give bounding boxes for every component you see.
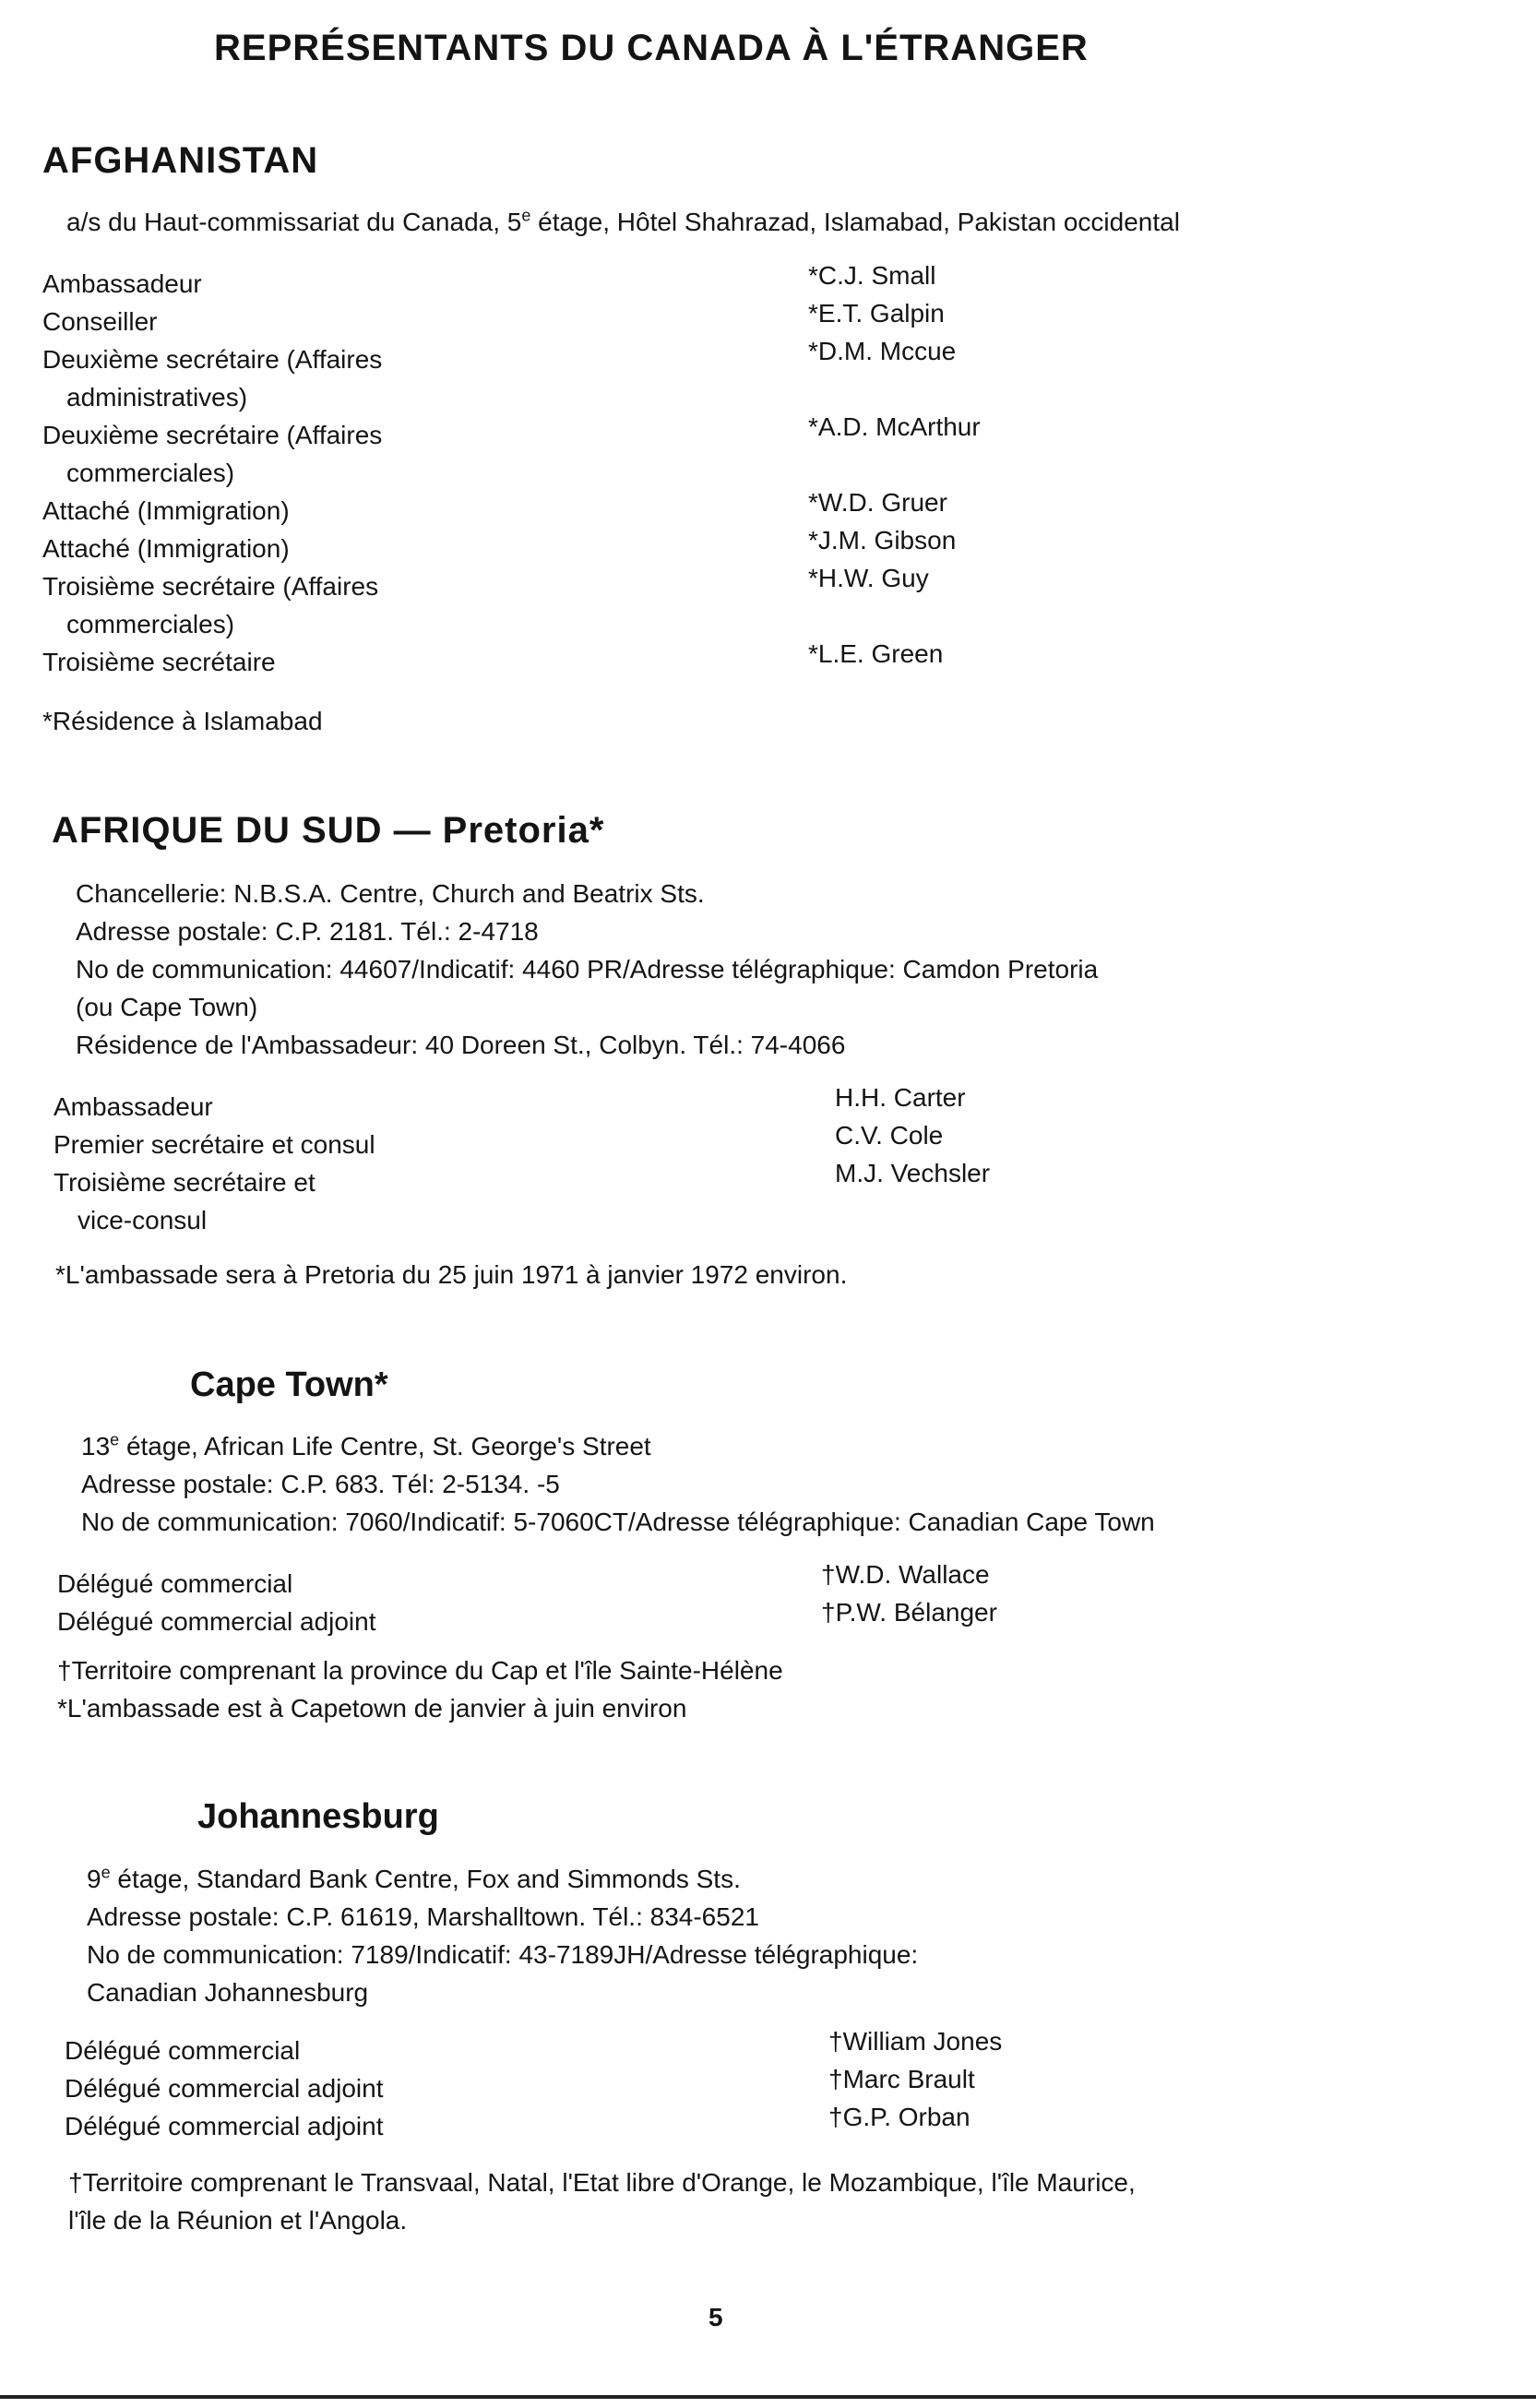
afghanistan-address-pre: a/s du Haut-commissariat du Canada, 5 xyxy=(66,208,522,236)
afghanistan-address-post: étage, Hôtel Shahrazad, Islamabad, Pakistan occidental xyxy=(530,208,1180,236)
staff-name: C.V. Cole xyxy=(835,1121,944,1150)
staff-name: †P.W. Bélanger xyxy=(821,1598,997,1627)
staff-title: Ambassadeur xyxy=(54,1092,213,1121)
addr-sup: e xyxy=(101,1863,111,1882)
addr-rest: étage, Standard Bank Centre, Fox and Simmonds Sts. xyxy=(110,1865,741,1893)
note-line: †Territoire comprenant le Transvaal, Natal, l'Etat libre d'Orange, le Mozambique, l'île Maurice, xyxy=(68,2168,1136,2197)
staff-title: Premier secrétaire et consul xyxy=(54,1130,375,1159)
afghanistan-titles xyxy=(42,265,382,681)
staff-name: M.J. Vechsler xyxy=(835,1159,991,1187)
page-title: REPRÉSENTANTS DU CANADA À L'ÉTRANGER xyxy=(214,28,1089,68)
note-line: l'île de la Réunion et l'Angola. xyxy=(68,2206,408,2235)
johannesburg-notes xyxy=(68,2164,1136,2239)
info-line: Adresse postale: C.P. 2181. Tél.: 2-4718 xyxy=(76,917,539,946)
afghanistan-heading: AFGHANISTAN xyxy=(42,140,319,181)
johannesburg-names xyxy=(828,2022,1002,2136)
page-number: 5 xyxy=(708,2303,723,2331)
staff-title-cont: vice-consul xyxy=(77,1206,208,1234)
addr-floor: 13 xyxy=(81,1432,111,1460)
south-africa-info xyxy=(76,875,1098,1064)
info-line: Chancellerie: N.B.S.A. Centre, Church and Beatrix Sts. xyxy=(76,879,705,908)
staff-title: Attaché (Immigration) xyxy=(42,496,290,525)
cape-town-titles xyxy=(57,1565,376,1640)
staff-name: †Marc Brault xyxy=(828,2065,975,2093)
cape-town-names xyxy=(821,1556,997,1631)
staff-name: *H.W. Guy xyxy=(808,564,929,592)
info-line: No de communication: 7189/Indicatif: 43-7189JH/Adresse télégraphique: xyxy=(87,1940,919,1969)
cape-town-heading: Cape Town* xyxy=(190,1365,388,1404)
info-line xyxy=(87,1860,918,1898)
staff-name: *W.D. Gruer xyxy=(808,488,947,517)
staff-title: Deuxième secrétaire (Affaires xyxy=(42,345,383,374)
staff-name: *A.D. McArthur xyxy=(808,412,981,441)
staff-name: *E.T. Galpin xyxy=(808,299,945,328)
south-africa-heading: AFRIQUE DU SUD — Pretoria* xyxy=(52,810,605,851)
staff-title-cont: administratives) xyxy=(66,383,248,411)
staff-title: Attaché (Immigration) xyxy=(42,534,290,563)
johannesburg-info xyxy=(87,1860,918,2011)
south-africa-titles xyxy=(54,1088,375,1239)
johannesburg-heading: Johannesburg xyxy=(197,1797,439,1836)
staff-title-cont: commerciales) xyxy=(66,459,235,487)
staff-name: *J.M. Gibson xyxy=(808,526,957,554)
staff-title: Délégué commercial adjoint xyxy=(65,2112,384,2140)
info-line xyxy=(81,1427,1155,1465)
staff-title: Conseiller xyxy=(42,307,158,336)
info-line: (ou Cape Town) xyxy=(76,993,258,1021)
staff-name: †G.P. Orban xyxy=(828,2103,970,2131)
info-line: No de communication: 7060/Indicatif: 5-7060CT/Adresse télégraphique: Canadian Cape Town xyxy=(81,1508,1155,1536)
staff-title: Deuxième secrétaire (Affaires xyxy=(42,421,383,449)
cape-town-notes xyxy=(57,1651,783,1727)
staff-title: Troisième secrétaire xyxy=(42,648,276,676)
staff-name: H.H. Carter xyxy=(835,1083,966,1112)
south-africa-names xyxy=(835,1079,990,1192)
staff-name: *D.M. Mccue xyxy=(808,337,957,365)
info-line: Résidence de l'Ambassadeur: 40 Doreen St., Colbyn. Tél.: 74-4066 xyxy=(76,1031,846,1059)
info-line: Adresse postale: C.P. 683. Tél: 2-5134. -5 xyxy=(81,1470,560,1498)
afghanistan-address xyxy=(66,203,1180,241)
note-line: *L'ambassade est à Capetown de janvier à juin environ xyxy=(57,1694,687,1723)
south-africa-note: *L'ambassade sera à Pretoria du 25 juin 1971 à janvier 1972 environ. xyxy=(55,1260,848,1289)
afghanistan-names xyxy=(808,256,981,673)
info-line: Adresse postale: C.P. 61619, Marshalltown. Tél.: 834-6521 xyxy=(87,1902,759,1931)
staff-title: Délégué commercial xyxy=(57,1569,293,1598)
addr-floor: 9 xyxy=(87,1865,101,1893)
staff-title: Ambassadeur xyxy=(42,269,202,298)
staff-title: Troisième secrétaire et xyxy=(54,1168,316,1197)
staff-title: Délégué commercial xyxy=(65,2036,301,2065)
staff-name: *C.J. Small xyxy=(808,261,936,290)
staff-name: †W.D. Wallace xyxy=(821,1560,990,1589)
staff-title: Troisième secrétaire (Affaires xyxy=(42,572,379,601)
staff-title: Délégué commercial adjoint xyxy=(65,2074,384,2103)
note-line: †Territoire comprenant la province du Cap et l'île Sainte-Hélène xyxy=(57,1656,783,1685)
staff-title: Délégué commercial adjoint xyxy=(57,1607,376,1636)
info-line: No de communication: 44607/Indicatif: 4460 PR/Adresse télégraphique: Camdon Pretoria xyxy=(76,955,1099,983)
staff-name: †William Jones xyxy=(828,2027,1003,2056)
addr-rest: étage, African Life Centre, St. George's Street xyxy=(119,1432,651,1460)
staff-title-cont: commerciales) xyxy=(66,610,235,638)
afghanistan-address-sup: e xyxy=(521,206,531,225)
info-line: Canadian Johannesburg xyxy=(87,1978,369,2007)
staff-name: *L.E. Green xyxy=(808,639,944,668)
page-bottom-edge xyxy=(0,2395,1536,2399)
afghanistan-note: *Résidence à Islamabad xyxy=(42,707,323,735)
addr-sup: e xyxy=(110,1430,120,1449)
johannesburg-titles xyxy=(65,2032,384,2145)
cape-town-info xyxy=(81,1427,1155,1541)
